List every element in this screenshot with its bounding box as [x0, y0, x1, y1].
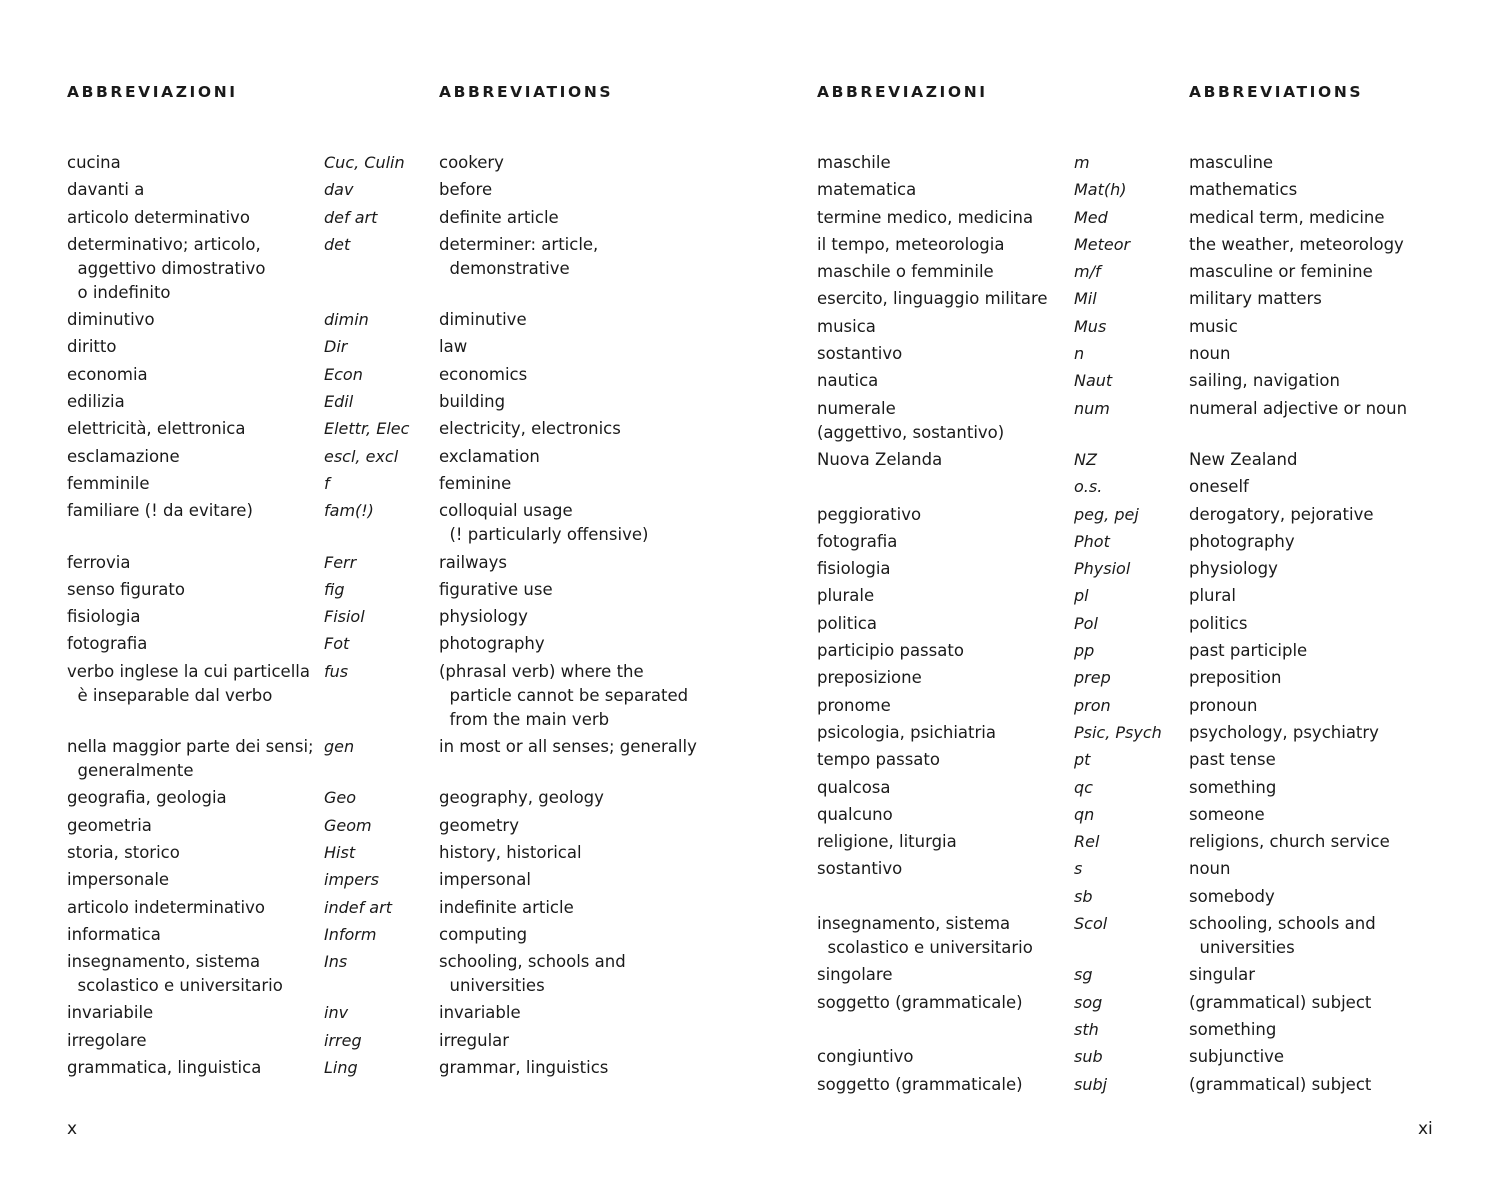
italian-term: davanti a	[67, 180, 145, 200]
italian-term: nella maggior parte dei sensi; generalmente	[67, 737, 314, 781]
english-term: (grammatical) subject	[1189, 1074, 1372, 1094]
italian-term: musica	[817, 316, 876, 336]
abbreviation: Rel	[1074, 832, 1100, 852]
italian-term: psicologia, psichiatria	[817, 722, 996, 742]
italian-term: soggetto (grammaticale)	[817, 1074, 1023, 1094]
abbreviation-entry	[750, 502, 1500, 529]
english-term: something	[1189, 1019, 1277, 1039]
english-term: past tense	[1189, 750, 1276, 770]
italian-term: politica	[817, 613, 877, 633]
abbreviation: sb	[1074, 886, 1093, 906]
english-term: feminine	[439, 473, 512, 493]
abbreviation: f	[324, 473, 330, 493]
abbreviation-entry	[0, 1000, 750, 1027]
abbreviation-entry	[750, 638, 1500, 665]
abbreviation-entry	[0, 307, 750, 334]
abbreviation-entry	[750, 177, 1500, 204]
english-term: economics	[439, 364, 528, 384]
italian-term: sostantivo	[817, 344, 903, 364]
italian-term: insegnamento, sistema scolastico e universitario	[67, 952, 283, 996]
abbreviation: Ferr	[324, 552, 357, 572]
italian-term: participio passato	[817, 641, 964, 661]
abbreviation-entry	[750, 720, 1500, 747]
english-term: subjunctive	[1189, 1047, 1285, 1067]
italian-term: numerale (aggettivo, sostantivo)	[817, 398, 1005, 442]
abbreviation: Phot	[1074, 531, 1110, 551]
abbreviation-entry	[0, 577, 750, 604]
italian-term: plurale	[817, 586, 875, 606]
english-term: military matters	[1189, 289, 1322, 309]
abbreviation-entry	[0, 922, 750, 949]
italian-term: informatica	[67, 924, 161, 944]
italian-term: ferrovia	[67, 552, 131, 572]
abbreviation: Psic, Psych	[1074, 722, 1162, 742]
abbreviation: Mat(h)	[1074, 180, 1127, 200]
english-term: history, historical	[439, 842, 582, 862]
abbreviation: Elettr, Elec	[324, 419, 410, 439]
english-term: politics	[1189, 613, 1248, 633]
abbreviation-entry	[0, 389, 750, 416]
abbreviation: irreg	[324, 1030, 362, 1050]
italian-term: maschile	[817, 153, 891, 172]
abbreviation: Naut	[1074, 371, 1113, 391]
abbreviation-entry	[0, 631, 750, 658]
italian-term: Nuova Zelanda	[817, 449, 943, 469]
english-term: singular	[1189, 965, 1256, 985]
italian-term	[817, 884, 1074, 911]
right-page	[750, 0, 1500, 1203]
english-term: diminutive	[439, 310, 527, 330]
italian-term	[817, 474, 1074, 501]
abbreviation: fig	[324, 579, 345, 599]
abbreviation-entry	[750, 556, 1500, 583]
italian-term: preposizione	[817, 668, 922, 688]
abbreviation-entry	[750, 529, 1500, 556]
english-term: music	[1189, 316, 1238, 336]
abbreviation-entry	[750, 775, 1500, 802]
abbreviation-entry	[0, 840, 750, 867]
italian-term: elettricità, elettronica	[67, 419, 246, 439]
abbreviation: Fisiol	[324, 607, 365, 627]
abbreviation-entry	[750, 884, 1500, 911]
abbreviation: sog	[1074, 992, 1103, 1012]
english-term: past participle	[1189, 641, 1308, 661]
abbreviation: gen	[324, 737, 355, 757]
italian-term: qualcuno	[817, 804, 893, 824]
abbreviation: Hist	[324, 842, 356, 862]
english-term: computing	[439, 924, 528, 944]
italian-term: geometria	[67, 815, 152, 835]
english-term: photography	[1189, 531, 1295, 551]
abbreviation-entry	[0, 232, 750, 307]
english-term: photography	[439, 634, 545, 654]
italian-term: religione, liturgia	[817, 832, 957, 852]
english-term: New Zealand	[1189, 449, 1298, 469]
english-term: exclamation	[439, 446, 540, 466]
abbreviation-entry	[0, 334, 750, 361]
abbreviation-entry	[0, 498, 750, 549]
english-term: schooling, schools and universities	[1189, 914, 1376, 958]
english-term: physiology	[1189, 559, 1278, 579]
page-number: xi	[1418, 1119, 1433, 1139]
abbreviation: Scol	[1074, 914, 1108, 934]
italian-term: termine medico, medicina	[817, 207, 1034, 227]
abbreviation-entry	[0, 867, 750, 894]
italian-term: irregolare	[67, 1030, 147, 1050]
abbreviation-entry	[750, 232, 1500, 259]
abbreviation: n	[1074, 344, 1085, 364]
italian-term: il tempo, meteorologia	[817, 234, 1005, 254]
abbreviation: sub	[1074, 1047, 1103, 1067]
abbreviation: qn	[1074, 804, 1095, 824]
italian-term	[817, 1017, 1074, 1044]
italian-term: fisiologia	[67, 607, 141, 627]
abbreviation-entry	[750, 583, 1500, 610]
english-term: plural	[1189, 586, 1236, 606]
italian-term: qualcosa	[817, 777, 891, 797]
abbreviation-entry	[750, 990, 1500, 1017]
abbreviation: pt	[1074, 750, 1091, 770]
italian-term: pronome	[817, 695, 891, 715]
abbreviation: Mus	[1074, 316, 1107, 336]
english-term: something	[1189, 777, 1277, 797]
abbreviation-entry	[750, 447, 1500, 474]
english-term: physiology	[439, 607, 528, 627]
english-term: determiner: article, demonstrative	[439, 234, 599, 278]
abbreviation-entry	[0, 895, 750, 922]
italian-term: fotografia	[817, 531, 898, 551]
english-term: somebody	[1189, 886, 1275, 906]
abbreviation-entry	[750, 829, 1500, 856]
abbreviation-entry	[750, 911, 1500, 962]
abbreviation: prep	[1074, 668, 1111, 688]
abbreviation-entry	[750, 1072, 1500, 1099]
italian-term: senso figurato	[67, 579, 185, 599]
abbreviation: fus	[324, 661, 349, 681]
abbreviation-entry	[750, 611, 1500, 638]
italian-term: storia, storico	[67, 842, 180, 862]
italian-term: economia	[67, 364, 148, 384]
abbreviation: Physiol	[1074, 559, 1131, 579]
abbreviation-entry	[0, 362, 750, 389]
abbreviation-entry	[0, 813, 750, 840]
italian-column-header: ABBREVIAZIONI	[67, 83, 238, 101]
abbreviation: inv	[324, 1003, 349, 1023]
english-term: masculine	[1189, 153, 1274, 172]
italian-term: cucina	[67, 153, 121, 172]
abbreviation: Med	[1074, 207, 1108, 227]
english-term: figurative use	[439, 579, 553, 599]
italian-term: articolo indeterminativo	[67, 897, 265, 917]
english-term: geometry	[439, 815, 519, 835]
abbreviation: num	[1074, 398, 1110, 418]
abbreviation-entry	[750, 1017, 1500, 1044]
abbreviation: peg, pej	[1074, 504, 1139, 524]
english-term: building	[439, 392, 506, 412]
english-term: irregular	[439, 1030, 510, 1050]
italian-term: geografia, geologia	[67, 788, 227, 808]
abbreviation-entry	[750, 856, 1500, 883]
english-term: psychology, psychiatry	[1189, 722, 1379, 742]
english-term: mathematics	[1189, 180, 1298, 200]
english-term: religions, church service	[1189, 832, 1390, 852]
abbreviation-entry	[750, 259, 1500, 286]
abbreviation: pl	[1074, 586, 1089, 606]
page-number: x	[67, 1119, 78, 1139]
abbreviation: det	[324, 234, 351, 254]
abbreviation-list	[0, 150, 750, 1082]
italian-term: diminutivo	[67, 310, 155, 330]
italian-term: impersonale	[67, 870, 170, 890]
abbreviation-entry	[0, 785, 750, 812]
italian-term: articolo determinativo	[67, 207, 250, 227]
english-term: derogatory, pejorative	[1189, 504, 1374, 524]
english-term: masculine or feminine	[1189, 262, 1373, 282]
italian-term: matematica	[817, 180, 917, 200]
english-term: invariable	[439, 1003, 521, 1023]
abbreviation: s	[1074, 859, 1083, 879]
abbreviation-entry	[750, 205, 1500, 232]
abbreviation-entry	[0, 734, 750, 785]
english-term: electricity, electronics	[439, 419, 621, 439]
abbreviation-entry	[750, 341, 1500, 368]
english-term: law	[439, 337, 468, 357]
english-term: medical term, medicine	[1189, 207, 1385, 227]
english-term: grammar, linguistics	[439, 1058, 609, 1078]
italian-term: nautica	[817, 371, 879, 391]
italian-term: soggetto (grammaticale)	[817, 992, 1023, 1012]
english-term: preposition	[1189, 668, 1282, 688]
english-term: geography, geology	[439, 788, 604, 808]
italian-term: sostantivo	[817, 859, 903, 879]
abbreviation: m/f	[1074, 262, 1101, 282]
abbreviation-entry	[0, 1055, 750, 1082]
abbreviation: NZ	[1074, 449, 1097, 469]
abbreviation-entry	[0, 444, 750, 471]
abbreviation: fam(!)	[324, 501, 374, 521]
english-term: pronoun	[1189, 695, 1258, 715]
english-term: sailing, navigation	[1189, 371, 1340, 391]
abbreviation-entry	[0, 659, 750, 734]
italian-term: determinativo; articolo, aggettivo dimostrativo o indefinito	[67, 234, 266, 302]
abbreviation: m	[1074, 153, 1090, 172]
abbreviation-entry	[0, 205, 750, 232]
abbreviation-entry	[750, 368, 1500, 395]
italian-term: esclamazione	[67, 446, 180, 466]
italian-column-header: ABBREVIAZIONI	[817, 83, 988, 101]
abbreviation-entry	[750, 962, 1500, 989]
italian-term: invariabile	[67, 1003, 154, 1023]
abbreviation: sth	[1074, 1019, 1099, 1039]
abbreviation: Mil	[1074, 289, 1097, 309]
english-term: noun	[1189, 859, 1231, 879]
abbreviation-entry	[0, 471, 750, 498]
english-term: in most or all senses; generally	[439, 737, 697, 757]
abbreviation: Cuc, Culin	[324, 153, 405, 172]
abbreviation-entry	[750, 693, 1500, 720]
english-term: (phrasal verb) where the particle cannot be separated from the main verb	[439, 661, 689, 729]
english-term: (grammatical) subject	[1189, 992, 1372, 1012]
abbreviation: Dir	[324, 337, 348, 357]
abbreviation-entry	[750, 286, 1500, 313]
abbreviation: Geo	[324, 788, 357, 808]
abbreviation: qc	[1074, 777, 1093, 797]
abbreviation: Pol	[1074, 613, 1098, 633]
abbreviation: sg	[1074, 965, 1093, 985]
abbreviation: Geom	[324, 815, 372, 835]
italian-term: verbo inglese la cui particella è inseparable dal verbo	[67, 661, 310, 705]
abbreviation-list	[750, 150, 1500, 1099]
abbreviation: Fot	[324, 634, 350, 654]
abbreviation-entry	[750, 314, 1500, 341]
italian-term: tempo passato	[817, 750, 940, 770]
english-term: noun	[1189, 344, 1231, 364]
italian-term: femminile	[67, 473, 150, 493]
abbreviation-entry	[0, 604, 750, 631]
abbreviation: subj	[1074, 1074, 1108, 1094]
abbreviation: escl, excl	[324, 446, 399, 466]
italian-term: fisiologia	[817, 559, 891, 579]
abbreviation-entry	[0, 150, 750, 177]
italian-term: insegnamento, sistema scolastico e universitario	[817, 914, 1033, 958]
english-term: definite article	[439, 207, 559, 227]
abbreviation: Econ	[324, 364, 363, 384]
english-term: numeral adjective or noun	[1189, 398, 1408, 418]
italian-term: maschile o femminile	[817, 262, 994, 282]
abbreviation-entry	[750, 150, 1500, 177]
abbreviation-entry	[750, 802, 1500, 829]
italian-term: edilizia	[67, 392, 125, 412]
abbreviation: impers	[324, 870, 379, 890]
english-term: someone	[1189, 804, 1265, 824]
abbreviation-entry	[750, 747, 1500, 774]
abbreviation: dav	[324, 180, 354, 200]
abbreviation-entry	[750, 474, 1500, 501]
english-term: indefinite article	[439, 897, 574, 917]
abbreviation: def art	[324, 207, 378, 227]
abbreviation-entry	[0, 416, 750, 443]
abbreviation: indef art	[324, 897, 392, 917]
italian-term: grammatica, linguistica	[67, 1058, 262, 1078]
abbreviation: Edil	[324, 392, 354, 412]
english-term: railways	[439, 552, 508, 572]
abbreviation: o.s.	[1074, 477, 1103, 497]
abbreviation: Meteor	[1074, 234, 1131, 254]
english-term: oneself	[1189, 477, 1249, 497]
italian-term: familiare (! da evitare)	[67, 501, 253, 521]
italian-term: peggiorativo	[817, 504, 922, 524]
abbreviation: dimin	[324, 310, 369, 330]
abbreviation-entry	[0, 949, 750, 1000]
abbreviation: pron	[1074, 695, 1111, 715]
abbreviation-entry	[0, 177, 750, 204]
abbreviation-entry	[0, 1028, 750, 1055]
abbreviation-entry	[0, 550, 750, 577]
italian-term: diritto	[67, 337, 117, 357]
abbreviation: Ins	[324, 952, 348, 972]
english-term: before	[439, 180, 493, 200]
english-term: impersonal	[439, 870, 531, 890]
italian-term: singolare	[817, 965, 893, 985]
english-term: the weather, meteorology	[1189, 234, 1404, 254]
abbreviation: pp	[1074, 641, 1095, 661]
italian-term: esercito, linguaggio militare	[817, 289, 1048, 309]
abbreviation-entry	[750, 396, 1500, 447]
italian-term: congiuntivo	[817, 1047, 914, 1067]
english-term: schooling, schools and universities	[439, 952, 626, 996]
english-column-header: ABBREVIATIONS	[1189, 83, 1364, 101]
italian-term: fotografia	[67, 634, 148, 654]
english-column-header: ABBREVIATIONS	[439, 83, 614, 101]
abbreviation-entry	[750, 665, 1500, 692]
abbreviation-entry	[750, 1044, 1500, 1071]
abbreviation: Inform	[324, 924, 377, 944]
abbreviation: Ling	[324, 1058, 358, 1078]
english-term: colloquial usage (! particularly offensive)	[439, 501, 649, 545]
english-term: cookery	[439, 153, 504, 172]
